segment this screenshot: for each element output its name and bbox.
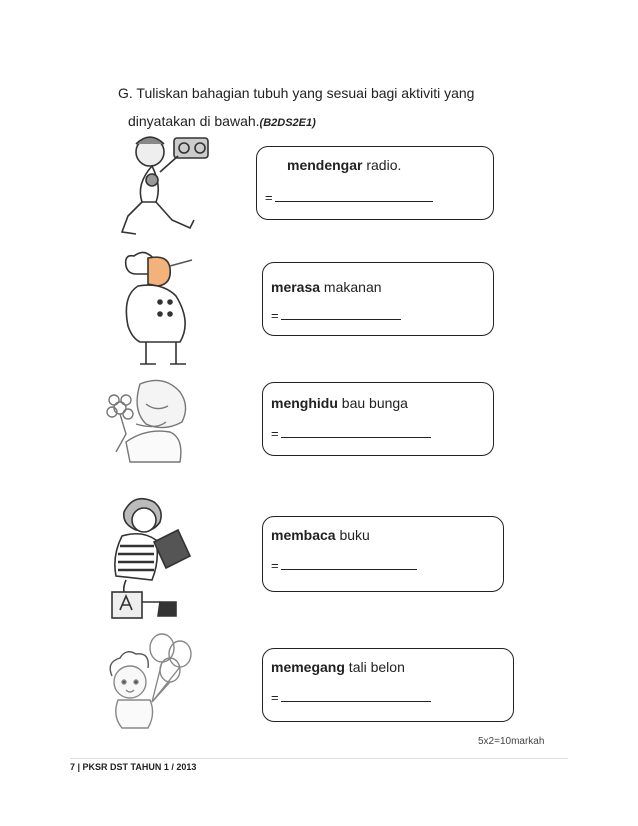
- chef-tasting-illustration: [114, 246, 214, 368]
- activity-verb-3: menghidu: [271, 395, 338, 411]
- activity-text-3: [271, 395, 408, 411]
- answer-5: [271, 689, 431, 705]
- activity-verb-4: membaca: [271, 527, 336, 543]
- page-footer: 7 | PKSR DST TAHUN 1 / 2013: [70, 762, 197, 772]
- answer-1: [265, 189, 433, 205]
- activity-verb-2: merasa: [271, 279, 321, 295]
- activity-box-3: [262, 382, 494, 456]
- answer-blank-3[interactable]: [281, 425, 431, 438]
- girl-smelling-flower-illustration: [96, 374, 206, 470]
- activity-rest-5: tali belon: [344, 659, 405, 675]
- answer-prefix-1: =: [265, 190, 273, 205]
- skill-code: (B2DS2E1): [259, 117, 316, 129]
- activity-verb-1: mendengar: [287, 157, 363, 173]
- activity-text-4: [271, 527, 370, 543]
- answer-prefix-5: =: [271, 690, 279, 705]
- answer-blank-4[interactable]: [281, 557, 417, 570]
- answer-prefix-3: =: [271, 426, 279, 441]
- marks-note: 5x2=10markah: [478, 736, 545, 747]
- answer-3: [271, 425, 431, 441]
- footer-divider: [70, 758, 568, 759]
- activity-box-2: [262, 262, 494, 336]
- answer-blank-1[interactable]: [275, 189, 433, 202]
- activity-rest-3: bau bunga: [337, 395, 408, 411]
- activity-rest-4: buku: [335, 527, 370, 543]
- girl-holding-balloons-illustration: [96, 624, 206, 734]
- activity-text-1: [287, 157, 401, 173]
- instruction-line-2-text: dinyatakan di bawah.: [128, 113, 260, 129]
- boy-with-radio-illustration: [112, 130, 222, 240]
- activity-verb-5: memegang: [271, 659, 345, 675]
- boy-reading-book-illustration: [104, 492, 200, 622]
- activity-text-2: [271, 279, 382, 295]
- answer-4: [271, 557, 417, 573]
- answer-prefix-4: =: [271, 558, 279, 573]
- answer-blank-5[interactable]: [281, 689, 431, 702]
- instruction-line-1: G. Tuliskan bahagian tubuh yang sesuai bagi aktiviti yang: [118, 85, 475, 101]
- activity-text-5: [271, 659, 405, 675]
- activity-box-4: [262, 516, 504, 592]
- activity-box-1: [256, 146, 494, 220]
- activity-rest-1: radio.: [362, 157, 402, 173]
- answer-prefix-2: =: [271, 308, 279, 323]
- answer-blank-2[interactable]: [281, 307, 401, 320]
- activity-box-5: [262, 648, 514, 722]
- answer-2: [271, 307, 401, 323]
- activity-rest-2: makanan: [320, 279, 382, 295]
